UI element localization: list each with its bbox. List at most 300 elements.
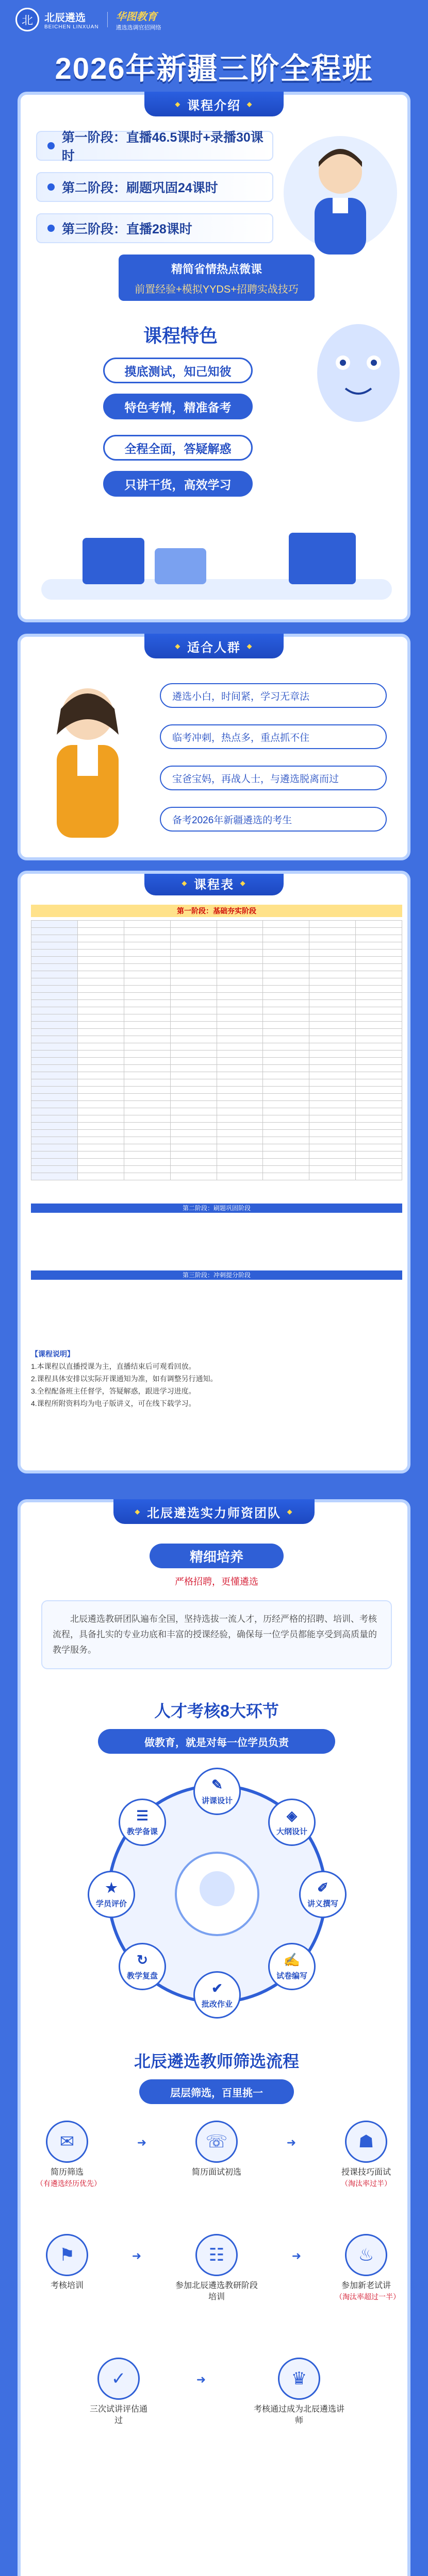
- table-cell: [217, 957, 263, 964]
- table-cell: [31, 1014, 78, 1022]
- table-cell: [356, 1007, 402, 1014]
- flow-step-1: ✉ 简历筛选 （有遴选经历优先）: [36, 2121, 98, 2189]
- table-cell: [263, 1144, 309, 1151]
- table-cell: [309, 957, 356, 964]
- feature-pill-4: 只讲干货，高效学习: [103, 471, 253, 497]
- table-cell: [31, 1123, 78, 1130]
- table-cell: [356, 1101, 402, 1108]
- evaluate-icon: ✓: [97, 2358, 140, 2400]
- table-cell: [356, 1022, 402, 1029]
- assess-node-4: ✐ 讲义撰写: [299, 1871, 347, 1918]
- table-cell: [170, 935, 217, 942]
- table-row: [31, 935, 402, 942]
- table-cell: [356, 978, 402, 986]
- team-badge-1: 精细培养: [150, 1544, 284, 1568]
- table-cell: [77, 957, 124, 964]
- table-cell: [217, 1050, 263, 1058]
- exam-icon: ✍: [283, 1952, 301, 1968]
- table-cell: [170, 1029, 217, 1036]
- schedule-stage2-bar: 第二阶段：刷题巩固阶段: [31, 1204, 402, 1213]
- table-cell: [124, 1007, 170, 1014]
- table-cell: [170, 1173, 217, 1180]
- table-cell: [356, 1014, 402, 1022]
- table-cell: [263, 971, 309, 978]
- table-cell: [31, 971, 78, 978]
- table-cell: [356, 1036, 402, 1043]
- note-line-4: 4.课程所附资料均为电子版讲义，可在线下载学习。: [31, 1399, 196, 1408]
- table-cell: [77, 1058, 124, 1065]
- table-cell: [124, 1123, 170, 1130]
- table-cell: [263, 1007, 309, 1014]
- table-row: [31, 1014, 402, 1022]
- table-cell: [170, 1072, 217, 1079]
- table-cell: [77, 1072, 124, 1079]
- table-cell: [77, 1159, 124, 1166]
- table-cell: [170, 1087, 217, 1094]
- table-row: [31, 1123, 402, 1130]
- table-row: [31, 1137, 402, 1144]
- schedule-grid: [31, 920, 402, 1180]
- table-cell: [309, 1029, 356, 1036]
- table-cell: [217, 1130, 263, 1137]
- table-cell: [124, 1115, 170, 1123]
- logo-divider: [107, 12, 108, 27]
- suitable-item-3: 宝爸宝妈，再战人士，与遴选脱离而过: [160, 766, 387, 790]
- table-cell: [309, 1050, 356, 1058]
- table-cell: [124, 964, 170, 971]
- table-cell: [124, 978, 170, 986]
- table-cell: [124, 1159, 170, 1166]
- table-cell: [263, 1130, 309, 1137]
- feature-pill-2: 特色考情，精准备考: [103, 394, 253, 419]
- course-intro-tag: ◆ 课程介绍 ◆: [144, 92, 284, 116]
- table-cell: [309, 1159, 356, 1166]
- table-cell: [124, 1029, 170, 1036]
- table-cell: [31, 1022, 78, 1029]
- table-cell: [31, 1101, 78, 1108]
- table-cell: [309, 1043, 356, 1050]
- review-icon: ↻: [137, 1952, 148, 1968]
- header: [0, 0, 428, 41]
- training-icon: ⚑: [46, 2234, 88, 2276]
- table-row: [31, 964, 402, 971]
- table-cell: [31, 1173, 78, 1180]
- assess-node-6: ✔ 批改作业: [193, 1971, 241, 2019]
- table-cell: [31, 1130, 78, 1137]
- table-cell: [170, 1036, 217, 1043]
- table-row: [31, 921, 402, 928]
- table-cell: [77, 1000, 124, 1007]
- table-cell: [77, 971, 124, 978]
- arrow-icon: ➜: [286, 2136, 297, 2149]
- assess-node-1: ✎ 讲课设计: [193, 1768, 241, 1815]
- bullet-icon: [47, 225, 55, 232]
- table-cell: [309, 1137, 356, 1144]
- table-cell: [124, 1014, 170, 1022]
- table-cell: [77, 1151, 124, 1159]
- logo-icon: 北: [15, 8, 39, 31]
- stage-2-text: 第二阶段：刷题巩固24课时: [62, 181, 218, 195]
- table-cell: [263, 978, 309, 986]
- table-cell: [31, 993, 78, 1000]
- table-cell: [356, 1094, 402, 1101]
- table-cell: [263, 957, 309, 964]
- page-title: 2026年新疆三阶全程班: [55, 52, 373, 86]
- table-cell: [309, 964, 356, 971]
- table-row: [31, 1159, 402, 1166]
- screening-subtitle: 层层筛选，百里挑一: [139, 2079, 294, 2104]
- table-cell: [170, 1065, 217, 1072]
- table-cell: [309, 971, 356, 978]
- table-cell: [356, 928, 402, 935]
- table-cell: [309, 950, 356, 957]
- table-cell: [217, 942, 263, 950]
- table-cell: [31, 1079, 78, 1087]
- table-cell: [170, 957, 217, 964]
- table-cell: [309, 928, 356, 935]
- table-cell: [217, 935, 263, 942]
- table-cell: [356, 921, 402, 928]
- table-cell: [124, 1036, 170, 1043]
- table-cell: [217, 1115, 263, 1123]
- table-cell: [217, 964, 263, 971]
- logo-sub-text: BEICHEN LINXUAN: [44, 24, 99, 30]
- flow-step-4: ⚑ 考核培训: [36, 2234, 98, 2292]
- table-cell: [263, 1058, 309, 1065]
- table-cell: [356, 1173, 402, 1180]
- table-cell: [217, 1151, 263, 1159]
- table-cell: [124, 1000, 170, 1007]
- table-row: [31, 986, 402, 993]
- table-cell: [356, 1029, 402, 1036]
- table-cell: [263, 1043, 309, 1050]
- table-row: [31, 993, 402, 1000]
- table-cell: [217, 993, 263, 1000]
- table-cell: [124, 1087, 170, 1094]
- table-cell: [124, 1050, 170, 1058]
- table-cell: [124, 1101, 170, 1108]
- table-row: [31, 971, 402, 978]
- table-row: [31, 1173, 402, 1180]
- table-cell: [31, 978, 78, 986]
- table-cell: [170, 1007, 217, 1014]
- table-cell: [309, 978, 356, 986]
- table-cell: [217, 1159, 263, 1166]
- table-cell: [77, 964, 124, 971]
- teacher-illustration: [278, 126, 402, 260]
- banner-line-2: 前置经验+模拟YYDS+招聘实战技巧: [135, 284, 299, 295]
- stage-row-3: [36, 213, 273, 243]
- student-illustration: [31, 673, 144, 848]
- table-cell: [77, 921, 124, 928]
- table-cell: [170, 1000, 217, 1007]
- table-cell: [217, 1173, 263, 1180]
- table-cell: [263, 986, 309, 993]
- outline-icon: ◈: [287, 1808, 297, 1823]
- table-row: [31, 1115, 402, 1123]
- table-row: [31, 1166, 402, 1173]
- table-cell: [77, 1173, 124, 1180]
- table-cell: [77, 1022, 124, 1029]
- stage-1-text: 第一阶段：直播46.5课时+录播30课时: [61, 130, 264, 163]
- trial-icon: ♨: [345, 2234, 387, 2276]
- table-cell: [263, 1022, 309, 1029]
- table-row: [31, 1079, 402, 1087]
- table-cell: [356, 1065, 402, 1072]
- lecture-icon: ✎: [211, 1777, 223, 1792]
- table-cell: [309, 1022, 356, 1029]
- features-title: 课程特色: [143, 325, 218, 346]
- table-cell: [170, 1151, 217, 1159]
- table-cell: [217, 928, 263, 935]
- table-cell: [217, 950, 263, 957]
- table-cell: [170, 986, 217, 993]
- table-cell: [309, 1151, 356, 1159]
- table-cell: [309, 993, 356, 1000]
- table-cell: [77, 986, 124, 993]
- table-cell: [124, 1022, 170, 1029]
- table-cell: [356, 942, 402, 950]
- table-cell: [263, 1079, 309, 1087]
- table-cell: [170, 1022, 217, 1029]
- table-cell: [356, 1159, 402, 1166]
- table-cell: [31, 1000, 78, 1007]
- table-cell: [263, 928, 309, 935]
- table-cell: [309, 942, 356, 950]
- team-paragraph: 北辰遴选教研团队遍布全国，坚持选拔一流人才，历经严格的招聘、培训、考核流程，具备扎实的专业功底和丰富的授课经验，确保每一位学员都能享受到高质量的教学服务。: [53, 1614, 377, 1655]
- table-cell: [356, 1079, 402, 1087]
- table-cell: [77, 1123, 124, 1130]
- table-cell: [217, 986, 263, 993]
- table-cell: [170, 1014, 217, 1022]
- table-cell: [356, 964, 402, 971]
- table-cell: [31, 1043, 78, 1050]
- assess-node-7: ↻ 教学复盘: [119, 1943, 166, 1990]
- table-cell: [170, 1058, 217, 1065]
- table-cell: [31, 1166, 78, 1173]
- flow-step-8: ♛ 考核通过成为北辰遴选讲师: [253, 2358, 345, 2427]
- table-cell: [31, 1115, 78, 1123]
- table-cell: [77, 1137, 124, 1144]
- table-cell: [124, 942, 170, 950]
- table-cell: [77, 1115, 124, 1123]
- table-cell: [356, 1115, 402, 1123]
- flow-step-3: ☗ 授课技巧面试 （淘汰率过半）: [335, 2121, 397, 2189]
- table-cell: [217, 1000, 263, 1007]
- partner-logo-text: 华图教育: [116, 11, 157, 23]
- flow-row-3: [88, 2358, 345, 2427]
- table-cell: [217, 1029, 263, 1036]
- assess-node-2: ☰ 教学备课: [119, 1799, 166, 1846]
- teach-icon: ☗: [345, 2121, 387, 2163]
- table-cell: [124, 1072, 170, 1079]
- partner-logo-sub: 遴选选调官招网络: [116, 24, 161, 31]
- arrow-icon: ➜: [291, 2249, 302, 2262]
- table-row: [31, 1130, 402, 1137]
- table-cell: [356, 971, 402, 978]
- team-para-box: [41, 1600, 392, 1669]
- table-cell: [170, 942, 217, 950]
- table-cell: [309, 1094, 356, 1101]
- table-cell: [77, 1144, 124, 1151]
- table-row: [31, 928, 402, 935]
- table-cell: [31, 1094, 78, 1101]
- table-cell: [356, 986, 402, 993]
- table-cell: [309, 935, 356, 942]
- table-cell: [263, 1115, 309, 1123]
- assess-node-8: ★ 学员评价: [88, 1871, 135, 1918]
- table-row: [31, 1036, 402, 1043]
- schedule-notes: [31, 1348, 402, 1410]
- table-cell: [31, 1087, 78, 1094]
- team-tag: ◆ 北辰遴选实力师资团队 ◆: [113, 1499, 315, 1524]
- table-cell: [356, 1166, 402, 1173]
- table-cell: [170, 1130, 217, 1137]
- suitable-item-4: 备考2026年新疆遴选的考生: [160, 807, 387, 832]
- assess-subtitle: 做教育，就是对每一位学员负责: [98, 1729, 335, 1754]
- table-cell: [31, 1029, 78, 1036]
- table-cell: [309, 1014, 356, 1022]
- table-cell: [170, 928, 217, 935]
- table-cell: [356, 993, 402, 1000]
- table-cell: [263, 935, 309, 942]
- table-cell: [356, 1072, 402, 1079]
- table-cell: [31, 964, 78, 971]
- table-row: [31, 957, 402, 964]
- table-cell: [124, 928, 170, 935]
- table-cell: [31, 935, 78, 942]
- table-cell: [217, 1043, 263, 1050]
- table-cell: [356, 1151, 402, 1159]
- table-cell: [309, 1115, 356, 1123]
- table-cell: [170, 1050, 217, 1058]
- flow-step-7: ✓ 三次试讲评估通过: [88, 2358, 150, 2427]
- table-cell: [31, 942, 78, 950]
- table-cell: [309, 1036, 356, 1043]
- mascot-illustration: [309, 311, 407, 430]
- table-cell: [217, 1065, 263, 1072]
- logo-main-text: 北辰遴选: [44, 11, 86, 24]
- table-cell: [356, 950, 402, 957]
- table-cell: [356, 1144, 402, 1151]
- table-cell: [309, 1087, 356, 1094]
- table-cell: [124, 1144, 170, 1151]
- table-cell: [217, 1101, 263, 1108]
- table-row: [31, 1094, 402, 1101]
- table-cell: [170, 950, 217, 957]
- table-cell: [170, 1123, 217, 1130]
- table-cell: [356, 1087, 402, 1094]
- table-cell: [309, 1007, 356, 1014]
- table-cell: [309, 1173, 356, 1180]
- table-cell: [31, 986, 78, 993]
- table-cell: [263, 950, 309, 957]
- table-cell: [77, 978, 124, 986]
- table-cell: [124, 950, 170, 957]
- table-cell: [309, 1000, 356, 1007]
- table-row: [31, 1108, 402, 1115]
- logo-group[interactable]: [15, 7, 161, 32]
- schedule-section: [18, 871, 410, 1473]
- table-cell: [170, 1108, 217, 1115]
- assess-node-3: ◈ 大纲设计: [268, 1799, 316, 1846]
- table-cell: [124, 993, 170, 1000]
- arrow-icon: ➜: [196, 2373, 206, 2386]
- table-row: [31, 1029, 402, 1036]
- table-cell: [31, 928, 78, 935]
- certified-icon: ♛: [278, 2358, 320, 2400]
- table-cell: [170, 1159, 217, 1166]
- table-cell: [77, 950, 124, 957]
- table-cell: [217, 1166, 263, 1173]
- table-cell: [77, 1130, 124, 1137]
- suitable-section: [18, 634, 410, 860]
- table-cell: [217, 1022, 263, 1029]
- table-cell: [124, 1166, 170, 1173]
- table-cell: [263, 1108, 309, 1115]
- handout-icon: ✐: [317, 1880, 328, 1895]
- table-cell: [263, 1065, 309, 1072]
- table-cell: [77, 928, 124, 935]
- table-cell: [263, 1137, 309, 1144]
- table-row: [31, 1072, 402, 1079]
- table-row: [31, 1022, 402, 1029]
- team-badge-1-sub: 严格招聘，更懂遴选: [175, 1577, 258, 1587]
- note-line-2: 2.课程具体安排以实际开课通知为准，如有调整另行通知。: [31, 1375, 218, 1383]
- flow-step-5: ☷ 参加北辰遴选教研阶段培训: [175, 2234, 258, 2303]
- table-cell: [124, 1043, 170, 1050]
- table-cell: [309, 1079, 356, 1087]
- table-cell: [124, 1058, 170, 1065]
- schedule-table: [31, 920, 402, 1180]
- table-cell: [77, 1065, 124, 1072]
- schedule-stage3-bar: 第三阶段：冲刺提分阶段: [31, 1270, 402, 1280]
- table-cell: [170, 1101, 217, 1108]
- table-cell: [356, 1043, 402, 1050]
- table-cell: [77, 1087, 124, 1094]
- table-cell: [217, 971, 263, 978]
- table-cell: [77, 1079, 124, 1087]
- table-cell: [217, 1108, 263, 1115]
- table-row: [31, 1007, 402, 1014]
- arrow-icon: ➜: [131, 2249, 142, 2262]
- bullet-icon: [47, 183, 55, 191]
- table-cell: [170, 921, 217, 928]
- table-cell: [217, 1079, 263, 1087]
- table-cell: [170, 971, 217, 978]
- table-cell: [217, 1072, 263, 1079]
- table-cell: [124, 1065, 170, 1072]
- table-cell: [356, 957, 402, 964]
- table-cell: [31, 1050, 78, 1058]
- table-cell: [263, 1094, 309, 1101]
- table-cell: [124, 1137, 170, 1144]
- table-cell: [356, 1050, 402, 1058]
- table-cell: [124, 935, 170, 942]
- table-cell: [263, 942, 309, 950]
- table-cell: [124, 921, 170, 928]
- table-cell: [309, 1058, 356, 1065]
- note-line-1: 1.本课程以直播授课为主，直播结束后可观看回放。: [31, 1362, 196, 1370]
- table-cell: [263, 1014, 309, 1022]
- table-row: [31, 1151, 402, 1159]
- schedule-stage1-banner: 第一阶段：基础夯实阶段: [31, 905, 402, 917]
- table-cell: [356, 935, 402, 942]
- table-cell: [77, 1094, 124, 1101]
- suitable-item-2: 临考冲刺，热点多，重点抓不住: [160, 724, 387, 749]
- feature-pill-3: 全程全面，答疑解惑: [103, 435, 253, 461]
- table-cell: [356, 1137, 402, 1144]
